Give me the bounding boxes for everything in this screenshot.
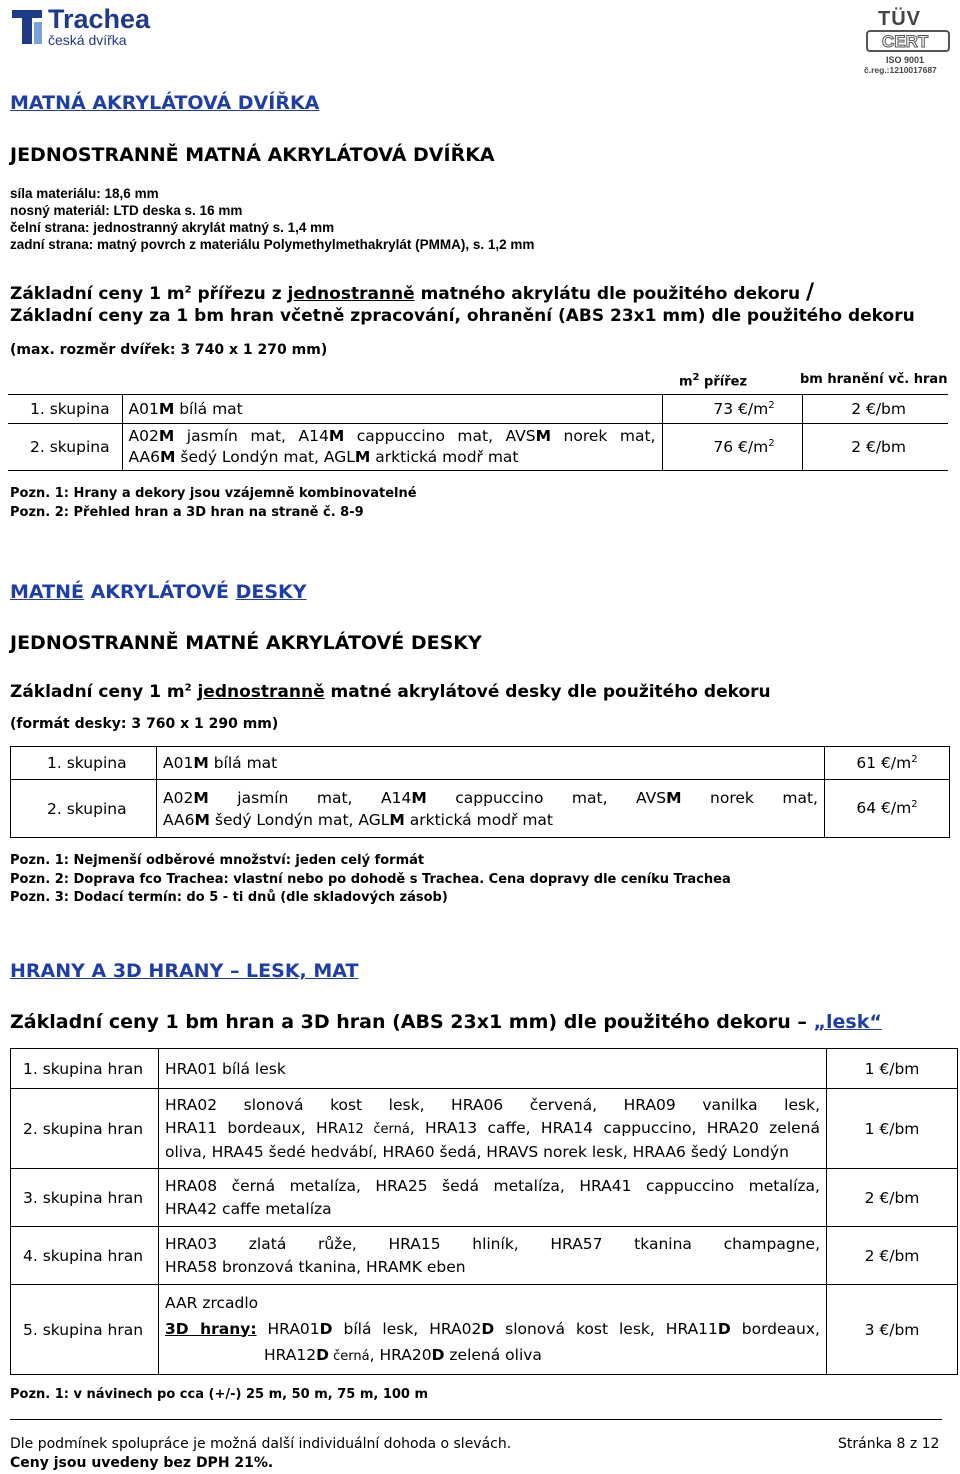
table-row — [11, 1169, 958, 1227]
table-row — [8, 395, 948, 424]
group-cell: 4. skupina hran — [11, 1227, 159, 1285]
table-row — [11, 1285, 958, 1375]
group-cell: 1. skupina — [11, 747, 157, 780]
doors-price-table — [8, 394, 948, 471]
note-line: Pozn. 1: Hrany a dekory jsou vzájemně kombinovatelné — [10, 486, 417, 501]
section2-heading: Základní ceny 1 $m^2$ jednostranně matné akrylátové desky dle použitého dekoru — [10, 682, 771, 702]
price-cell: 3 €/bm — [827, 1285, 958, 1375]
section2-subtitle: JEDNOSTRANNĚ MATNÉ AKRYLÁTOVÉ DESKY — [10, 632, 482, 654]
price-cell: 76 $€/m^2$ — [662, 424, 802, 471]
edge-price-cell: 2 €/bm — [802, 424, 948, 471]
col-header-edge: bm hranění vč. hran — [800, 372, 948, 387]
spec-line: čelní strana: jednostranný akrylát matný s. 1,4 mm — [10, 220, 335, 235]
vat-note: Ceny jsou uvedeny bez DPH 21%. — [10, 1455, 274, 1471]
section3-heading: Základní ceny 1 bm hran a 3D hran (ABS 23x1 mm) dle použitého dekoru – „lesk“ — [10, 1011, 882, 1033]
price-cell: 1 €/bm — [827, 1049, 958, 1089]
edges-price-table — [10, 1048, 958, 1375]
iso-text: ISO 9001 — [886, 55, 925, 65]
decor-cell: A02M jasmín mat, A14M cappuccino mat, AVSM norek mat, AA6M šedý Londýn mat, AGLM arktická modř mat — [122, 424, 662, 471]
price-cell: 2 €/bm — [827, 1169, 958, 1227]
group-cell: 2. skupina hran — [11, 1089, 159, 1169]
edge-price-cell: 2 €/bm — [802, 395, 948, 424]
table-row — [11, 1227, 958, 1285]
decor-cell: HRA01 bílá lesk — [159, 1049, 827, 1089]
group-cell: 2. skupina — [8, 424, 122, 471]
note-line: Pozn. 1: Nejmenší odběrové množství: jeden celý formát — [10, 853, 425, 868]
spec-line: nosný materiál: LTD deska s. 16 mm — [10, 203, 243, 218]
section1-heading1: Základní ceny 1 $m^2$ přířezu z jednostranně matného akrylátu dle použitého dekoru / — [10, 280, 815, 305]
section1-title: MATNÁ AKRYLÁTOVÁ DVÍŘKA — [10, 92, 320, 114]
note-line: Pozn. 2: Přehled hran a 3D hran na straně č. 8-9 — [10, 505, 364, 520]
decor-cell: A01M bílá mat — [157, 747, 825, 780]
tuv-mark: TÜV — [878, 8, 921, 30]
price-cell: 64 $€/m^2$ — [825, 780, 950, 838]
table-row — [11, 1089, 958, 1169]
section2-notes — [10, 852, 731, 908]
table-row — [8, 424, 948, 471]
price-cell: 1 €/bm — [827, 1089, 958, 1169]
decor-cell: AAR zrcadlo 3D hrany: HRA01D bílá lesk, HRA02D slonová kost lesk, HRA11D bordeaux, HRA12D černá, HRA20D zelená oliva — [159, 1285, 827, 1375]
decor-cell: HRA03 zlatá růže, HRA15 hliník, HRA57 tkanina champagne, HRA58 bronzová tkanina, HRAMK eben — [159, 1227, 827, 1285]
section3-title: HRANY A 3D HRANY – LESK, MAT — [10, 960, 359, 982]
spec-line: síla materiálu: 18,6 mm — [10, 186, 159, 201]
spec-line: zadní strana: matný povrch z materiálu Polymethylmethakrylát (PMMA), s. 1,2 mm — [10, 237, 535, 252]
col-header-cut: $m^2$ přířez — [679, 372, 748, 390]
material-specs — [10, 185, 534, 253]
table-row — [11, 747, 950, 780]
brand-name: Trachea — [48, 4, 151, 34]
decor-cell: HRA08 černá metalíza, HRA25 šedá metalíza, HRA41 cappuccino metalíza, HRA42 caffe metalíza — [159, 1169, 827, 1227]
decor-cell: A02M jasmín mat, A14M cappuccino mat, AVSM norek mat, AA6M šedý Londýn mat, AGLM arktická modř mat — [157, 780, 825, 838]
decor-cell: HRA02 slonová kost lesk, HRA06 červená, HRA09 vanilka lesk, HRA11 bordeaux, HRA12 černá, HRA13 caffe, HRA14 cappuccino, HRA20 zelená oliva, HRA45 šedé hedvábí, HRA60 šedá, HRAVS norek lesk, HRAA6 šedý Londýn — [159, 1089, 827, 1169]
section2-dims: (formát desky: 3 760 x 1 290 mm) — [10, 716, 279, 732]
table-row — [11, 1049, 958, 1089]
cert-reg: č.reg.:1210017687 — [864, 65, 937, 75]
group-cell: 1. skupina hran — [11, 1049, 159, 1089]
section3-note: Pozn. 1: v návinech po cca (+/-) 25 m, 50 m, 75 m, 100 m — [10, 1387, 429, 1402]
price-cell: 61 $€/m^2$ — [825, 747, 950, 780]
price-cell: 2 €/bm — [827, 1227, 958, 1285]
price-cell: 73 $€/m^2$ — [662, 395, 802, 424]
page-number: Stránka 8 z 12 — [838, 1436, 940, 1452]
tuv-cert-logo — [860, 8, 952, 75]
footer-text: Dle podmínek spolupráce je možná další individuální dohoda o slevách. — [10, 1436, 512, 1452]
section1-heading2: Základní ceny za 1 bm hran včetně zpracování, ohranění (ABS 23x1 mm) dle použitého dekoru — [10, 306, 915, 326]
decor-cell: A01M bílá mat — [122, 395, 662, 424]
section1-subtitle: JEDNOSTRANNĚ MATNÁ AKRYLÁTOVÁ DVÍŘKA — [10, 144, 495, 166]
section2-title: MATNÉ AKRYLÁTOVÉ DESKY — [10, 581, 307, 603]
note-line: Pozn. 2: Doprava fco Trachea: vlastní nebo po dohodě s Trachea. Cena dopravy dle ceníku Trachea — [10, 871, 731, 887]
cert-badge — [866, 30, 950, 52]
group-cell: 3. skupina hran — [11, 1169, 159, 1227]
note-line: Pozn. 3: Dodací termín: do 5 - ti dnů (dle skladových zásob) — [10, 890, 448, 905]
table-row — [11, 780, 950, 838]
group-cell: 5. skupina hran — [11, 1285, 159, 1375]
section1-notes — [10, 484, 417, 522]
trachea-logo-icon — [10, 8, 44, 46]
brand-subtitle: česká dvířka — [48, 32, 127, 48]
boards-price-table — [10, 746, 950, 838]
group-cell: 1. skupina — [8, 395, 122, 424]
trachea-logo — [10, 4, 160, 50]
cert-text: CERT — [882, 32, 929, 51]
footer-divider — [10, 1419, 942, 1420]
group-cell: 2. skupina — [11, 780, 157, 838]
section1-dims: (max. rozměr dvířek: 3 740 x 1 270 mm) — [10, 342, 328, 358]
